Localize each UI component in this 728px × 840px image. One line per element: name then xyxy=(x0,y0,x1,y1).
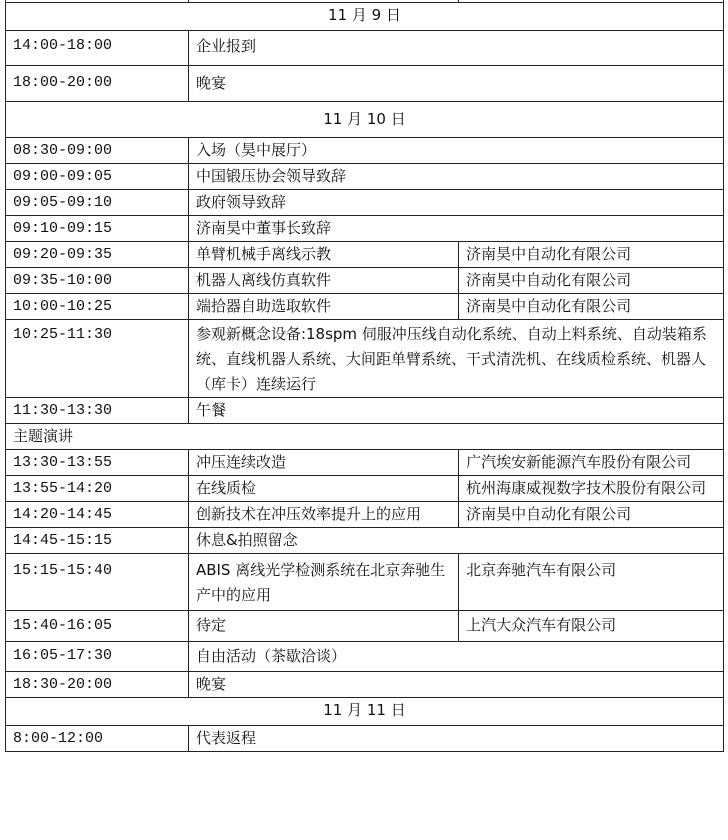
event-cell: 机器人离线仿真软件 xyxy=(188,268,458,294)
time-cell: 09:35-10:00 xyxy=(6,268,189,294)
time-cell: 11:30-13:30 xyxy=(6,398,189,424)
day-header xyxy=(6,3,724,31)
event-cell: 晚宴 xyxy=(188,66,723,102)
event-cell: 冲压连续改造 xyxy=(188,450,458,476)
day-header xyxy=(6,102,724,138)
org-cell: 北京奔驰汽车有限公司 xyxy=(459,554,724,611)
event-cell: 端拾器自助选取软件 xyxy=(188,294,458,320)
time-cell: 10:00-10:25 xyxy=(6,294,189,320)
time-cell: 13:30-13:55 xyxy=(6,450,189,476)
event-cell: 政府领导致辞 xyxy=(188,190,723,216)
table-row xyxy=(6,31,724,66)
event-cell: 休息&拍照留念 xyxy=(188,528,723,554)
event-cell: 午餐 xyxy=(188,398,723,424)
table-row xyxy=(6,190,724,216)
table-row xyxy=(6,294,724,320)
table-row xyxy=(6,642,724,672)
event-cell: 参观新概念设备:18spm 伺服冲压线自动化系统、自动上料系统、自动装箱系统、直线机器人系统、大间距单臂系统、干式清洗机、在线质检系统、机器人（库卡）连续运行 xyxy=(188,320,723,398)
table-row xyxy=(6,398,724,424)
table-row xyxy=(6,450,724,476)
time-cell: 09:05-09:10 xyxy=(6,190,189,216)
date-label: 11 月 11 日 xyxy=(6,698,724,726)
table-row xyxy=(6,476,724,502)
time-cell: 09:00-09:05 xyxy=(6,164,189,190)
date-label: 11 月 9 日 xyxy=(6,3,724,31)
org-cell: 广汽埃安新能源汽车股份有限公司 xyxy=(459,450,724,476)
section-label: 主题演讲 xyxy=(6,424,724,450)
table-row xyxy=(6,320,724,398)
event-cell: 待定 xyxy=(188,611,458,642)
table-row xyxy=(6,726,724,752)
event-cell: 单臂机械手离线示教 xyxy=(188,242,458,268)
table-row xyxy=(6,554,724,611)
event-cell: 企业报到 xyxy=(188,31,723,66)
time-cell: 09:10-09:15 xyxy=(6,216,189,242)
time-cell: 15:40-16:05 xyxy=(6,611,189,642)
time-cell: 10:25-11:30 xyxy=(6,320,189,398)
org-cell: 济南昊中自动化有限公司 xyxy=(459,294,724,320)
event-cell: 入场（昊中展厅） xyxy=(188,138,723,164)
org-cell: 杭州海康威视数字技术股份有限公司 xyxy=(459,476,724,502)
event-cell: 代表返程 xyxy=(188,726,723,752)
org-cell: 济南昊中自动化有限公司 xyxy=(459,502,724,528)
table-row xyxy=(6,216,724,242)
time-cell: 08:30-09:00 xyxy=(6,138,189,164)
time-cell: 14:00-18:00 xyxy=(6,31,189,66)
table-row xyxy=(6,242,724,268)
day-header xyxy=(6,698,724,726)
table-row xyxy=(6,66,724,102)
table-row xyxy=(6,528,724,554)
event-cell: 在线质检 xyxy=(188,476,458,502)
event-cell: 自由活动（茶歇洽谈） xyxy=(188,642,723,672)
table-row xyxy=(6,138,724,164)
table-row xyxy=(6,268,724,294)
event-cell: 创新技术在冲压效率提升上的应用 xyxy=(188,502,458,528)
schedule-table xyxy=(5,0,724,752)
org-cell: 济南昊中自动化有限公司 xyxy=(459,242,724,268)
event-cell: 晚宴 xyxy=(188,672,723,698)
time-cell: 18:00-20:00 xyxy=(6,66,189,102)
time-cell: 13:55-14:20 xyxy=(6,476,189,502)
section-row xyxy=(6,424,724,450)
time-cell: 8:00-12:00 xyxy=(6,726,189,752)
date-label: 11 月 10 日 xyxy=(6,102,724,138)
org-cell: 上汽大众汽车有限公司 xyxy=(459,611,724,642)
event-cell: ABIS 离线光学检测系统在北京奔驰生产中的应用 xyxy=(188,554,458,611)
table-row xyxy=(6,672,724,698)
time-cell: 14:45-15:15 xyxy=(6,528,189,554)
event-cell: 济南昊中董事长致辞 xyxy=(188,216,723,242)
time-cell: 16:05-17:30 xyxy=(6,642,189,672)
table-row xyxy=(6,164,724,190)
event-cell: 中国锻压协会领导致辞 xyxy=(188,164,723,190)
time-cell: 09:20-09:35 xyxy=(6,242,189,268)
org-cell: 济南昊中自动化有限公司 xyxy=(459,268,724,294)
time-cell: 14:20-14:45 xyxy=(6,502,189,528)
time-cell: 18:30-20:00 xyxy=(6,672,189,698)
table-row xyxy=(6,502,724,528)
time-cell: 15:15-15:40 xyxy=(6,554,189,611)
table-row xyxy=(6,611,724,642)
